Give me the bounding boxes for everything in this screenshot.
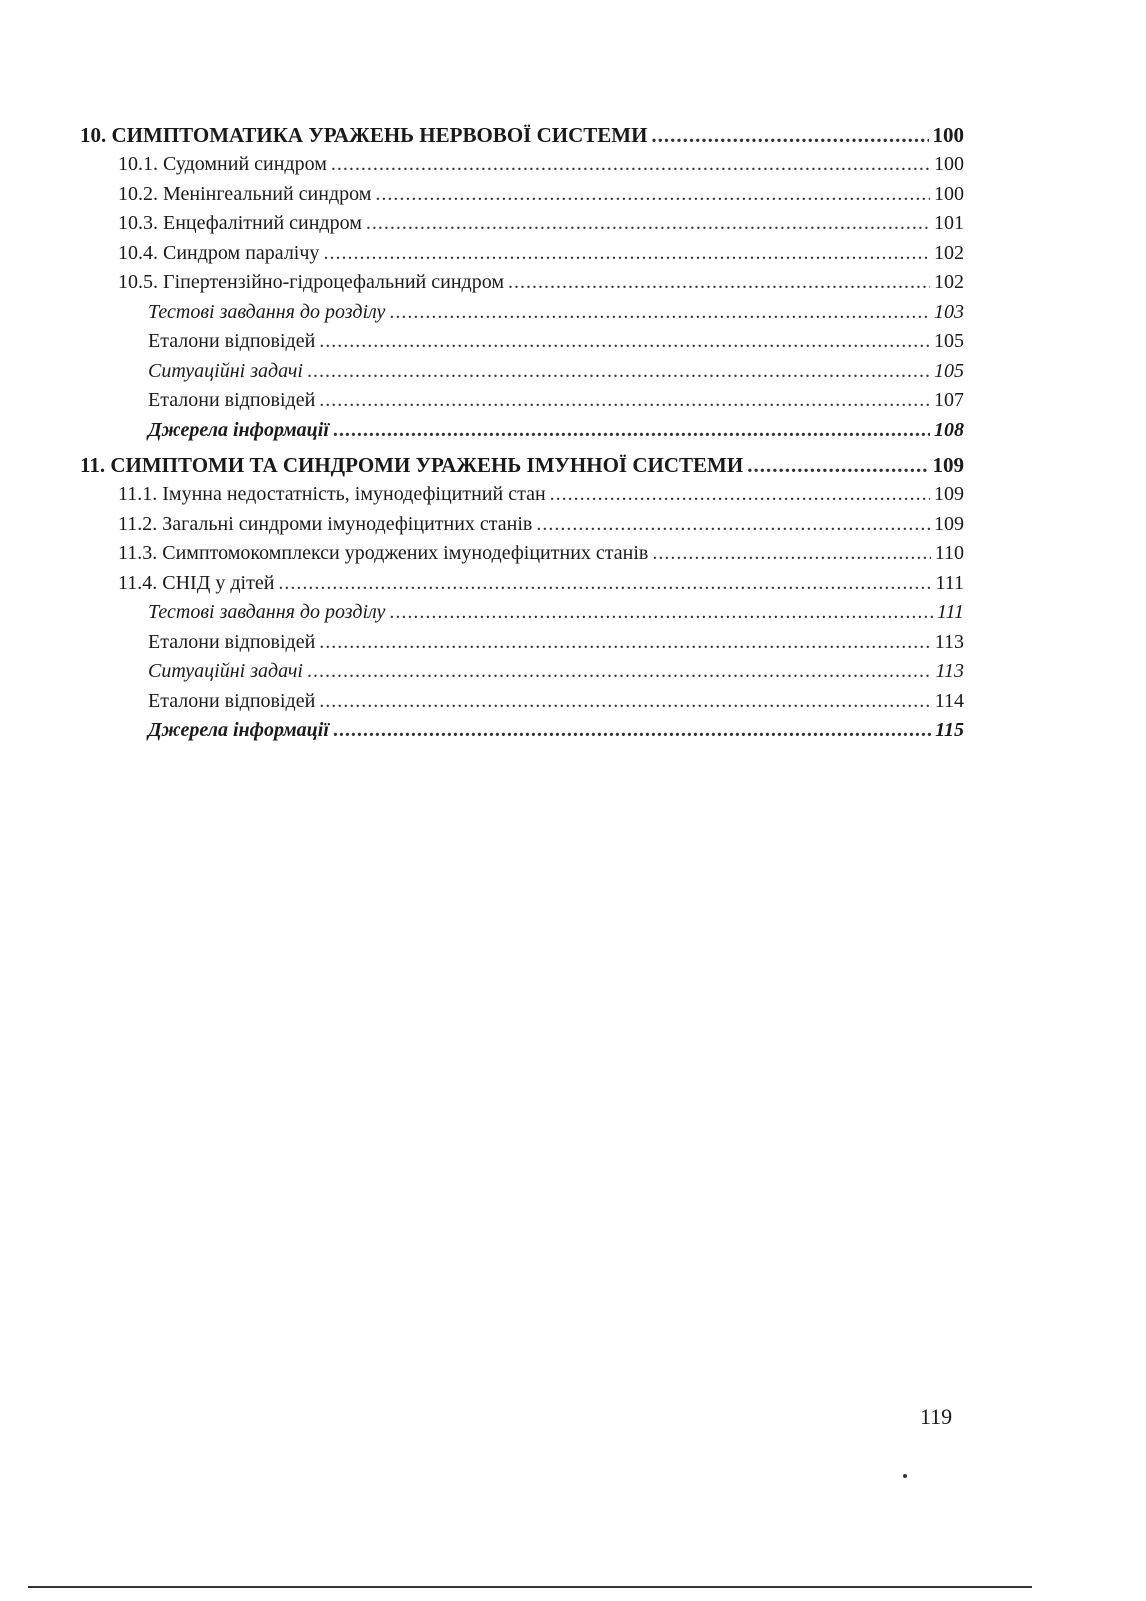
toc-entry-title: Ситуаційні задачі (148, 660, 303, 682)
page-number: 119 (920, 1404, 953, 1429)
toc-page-number: 113 (934, 630, 964, 653)
table-of-contents (80, 118, 964, 746)
toc-entry-11-1[interactable] (80, 480, 964, 510)
toc-page-number: 105 (934, 359, 964, 382)
toc-chapter-11[interactable] (80, 450, 964, 480)
toc-entry-answers[interactable] (80, 628, 964, 658)
toc-entry-answers[interactable] (80, 386, 964, 416)
toc-leader (536, 510, 930, 540)
toc-entry-answers[interactable] (80, 327, 964, 357)
toc-entry-title: Ситуаційні задачі (148, 359, 303, 382)
toc-page-number: 113 (935, 660, 964, 682)
toc-entry-title: Джерела інформації (148, 719, 329, 741)
toc-entry-10-1[interactable] (80, 150, 964, 180)
toc-page-number: 103 (934, 300, 964, 323)
toc-leader (319, 386, 930, 416)
toc-entry-title: Еталони відповідей (148, 330, 316, 352)
toc-leader (550, 480, 930, 510)
bottom-edge-line (28, 1586, 1032, 1588)
toc-entry-10-4[interactable] (80, 239, 964, 269)
toc-entry-11-3[interactable] (80, 539, 964, 569)
toc-leader (747, 450, 928, 480)
toc-entry-sources[interactable] (80, 716, 964, 746)
toc-leader (331, 150, 930, 180)
toc-entry-title: 11.2. Загальні синдроми імунодефіцитних станів (118, 512, 533, 535)
toc-leader (389, 298, 930, 328)
toc-page-number: 100 (934, 182, 964, 205)
toc-leader (333, 716, 931, 746)
toc-page-number: 105 (934, 330, 964, 352)
toc-leader (319, 628, 930, 658)
toc-entry-title: 10.4. Синдром паралічу (118, 241, 320, 264)
toc-page-number: 114 (934, 689, 964, 712)
toc-entry-tests[interactable] (80, 598, 964, 628)
toc-leader (389, 598, 933, 628)
toc-entry-case-tasks[interactable] (80, 657, 964, 687)
toc-page-number: 115 (935, 719, 964, 741)
toc-leader (278, 569, 931, 599)
toc-entry-title: 10.1. Судомний синдром (118, 153, 327, 175)
toc-leader (333, 416, 930, 446)
toc-leader (375, 180, 930, 210)
toc-page-number: 100 (934, 153, 964, 175)
toc-page-number: 111 (936, 601, 964, 623)
toc-leader (651, 120, 928, 150)
toc-chapter-10[interactable] (80, 120, 964, 150)
toc-entry-case-tasks[interactable] (80, 357, 964, 387)
toc-entry-10-3[interactable] (80, 209, 964, 239)
toc-entry-10-2[interactable] (80, 180, 964, 210)
toc-page-number: 110 (934, 542, 964, 564)
toc-entry-title: Еталони відповідей (148, 389, 316, 411)
scan-speck (903, 1474, 907, 1478)
toc-entry-title: 10.3. Енцефалітний синдром (118, 212, 362, 234)
toc-entry-title: Тестові завдання до розділу (148, 300, 386, 323)
toc-leader (323, 239, 930, 269)
toc-page-number: 109 (934, 512, 964, 535)
toc-chapter-title: 10. СИМПТОМАТИКА УРАЖЕНЬ НЕРВОВОЇ СИСТЕМИ (80, 123, 648, 147)
toc-page-number: 107 (934, 389, 964, 411)
toc-entry-title: Тестові завдання до розділу (148, 601, 386, 623)
toc-entry-title: 11.3. Симптомокомплекси уроджених імунодефіцитних станів (118, 542, 649, 564)
toc-entry-11-2[interactable] (80, 510, 964, 540)
toc-leader (319, 687, 930, 717)
toc-entry-title: Еталони відповідей (148, 630, 316, 653)
toc-page-number: 101 (934, 212, 964, 234)
toc-leader (366, 209, 930, 239)
toc-leader (652, 539, 930, 569)
toc-leader (307, 657, 932, 687)
toc-page-number: 111 (935, 571, 964, 594)
toc-page-number: 109 (934, 483, 964, 505)
toc-entry-10-5[interactable] (80, 268, 964, 298)
toc-entry-title: Джерела інформації (148, 418, 329, 441)
toc-page-number: 102 (934, 241, 964, 264)
toc-entry-title: 10.5. Гіпертензійно-гідроцефальний синдром (118, 271, 504, 293)
toc-page-number: 108 (934, 418, 964, 441)
toc-page-number: 109 (932, 453, 964, 477)
toc-entry-title: Еталони відповідей (148, 689, 316, 712)
toc-entry-title: 11.4. СНІД у дітей (118, 571, 275, 594)
toc-page-number: 100 (932, 123, 964, 147)
toc-leader (508, 268, 930, 298)
toc-entry-title: 11.1. Імунна недостатність, імунодефіцитний стан (118, 483, 546, 505)
toc-entry-answers[interactable] (80, 687, 964, 717)
toc-chapter-title: 11. СИМПТОМИ ТА СИНДРОМИ УРАЖЕНЬ ІМУННОЇ СИСТЕМИ (80, 453, 744, 477)
toc-entry-tests[interactable] (80, 298, 964, 328)
toc-entry-sources[interactable] (80, 416, 964, 446)
toc-entry-title: 10.2. Менінгеальний синдром (118, 182, 372, 205)
toc-leader (307, 357, 930, 387)
toc-page-number: 102 (934, 271, 964, 293)
toc-entry-11-4[interactable] (80, 569, 964, 599)
toc-leader (319, 327, 930, 357)
